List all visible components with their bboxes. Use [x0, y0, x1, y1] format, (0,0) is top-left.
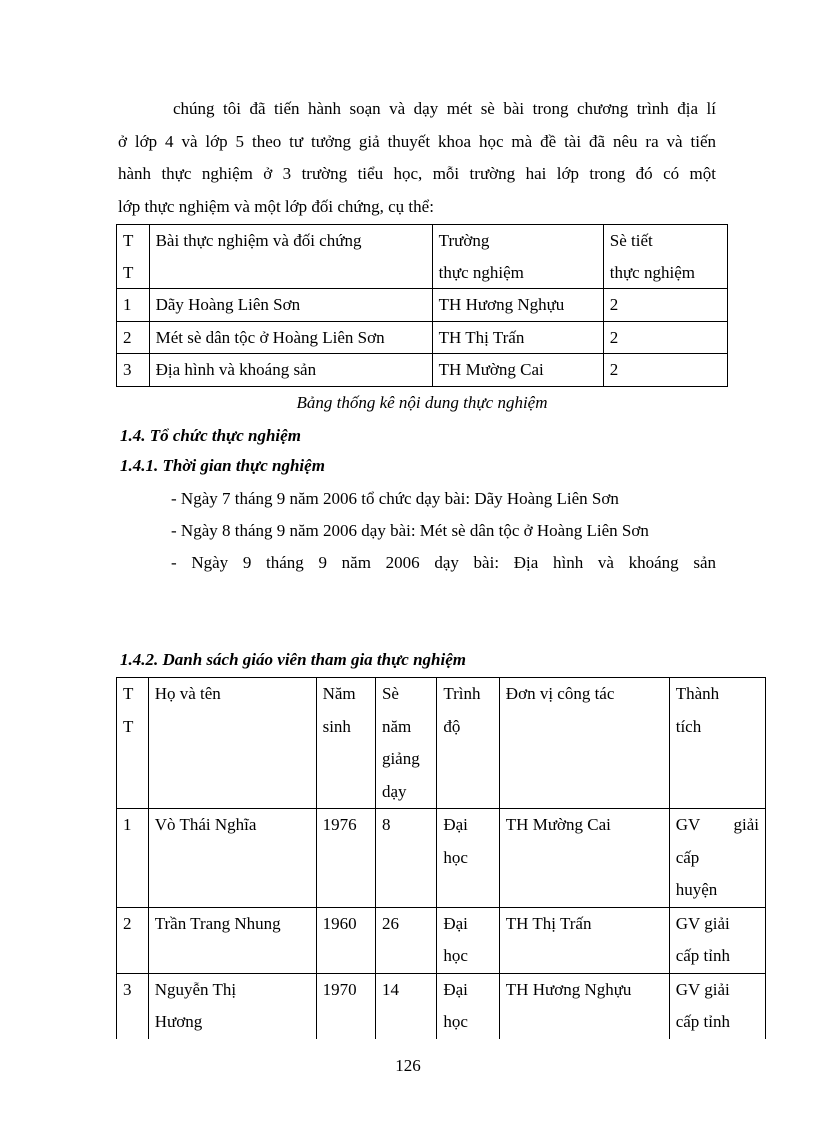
- header-cell-years-teaching: Sè năm giảng dạy: [375, 678, 436, 809]
- header-cell-tt: T T: [117, 225, 150, 289]
- table-row: [117, 321, 728, 354]
- header-cell-workplace: Đơn vị công tác: [499, 678, 669, 809]
- cell-workplace: TH Thị Trấn: [499, 907, 669, 973]
- cell-degree: Đại học: [437, 907, 499, 973]
- table-row: [117, 354, 728, 387]
- table-row: [117, 289, 728, 322]
- intro-paragraph: [118, 93, 716, 223]
- intro-line: lớp thực nghiệm và một lớp đối chứng, cụ thể:: [118, 196, 434, 216]
- header-cell-degree: Trình độ: [437, 678, 499, 809]
- intro-line: ở lớp 4 và lớp 5 theo tư tưởng giả thuyết khoa học mà đề tài đã nêu ra và tiến: [118, 131, 716, 151]
- cell-school: TH Mường Cai: [432, 354, 603, 387]
- cell-birth-year: 1976: [316, 809, 375, 908]
- cell-tt: 1: [117, 809, 149, 908]
- cell-name: Vò Thái Nghĩa: [148, 809, 316, 908]
- cell-achievement: GV giải cấp huyện: [669, 809, 765, 908]
- table-row: [117, 809, 766, 908]
- cell-tt: 1: [117, 289, 150, 322]
- header-cell-achievement: Thành tích: [669, 678, 765, 809]
- section-heading-1-4-1: 1.4.1. Thời gian thực nghiệm: [120, 456, 325, 475]
- cell-years-teaching: 14: [375, 973, 436, 1039]
- cell-birth-year: 1960: [316, 907, 375, 973]
- cell-years-teaching: 8: [375, 809, 436, 908]
- cell-tt: 3: [117, 973, 149, 1039]
- experiment-lessons-table: [116, 224, 728, 387]
- cell-school: TH Thị Trấn: [432, 321, 603, 354]
- cell-achievement: GV giải cấp tỉnh: [669, 973, 765, 1039]
- intro-line: chúng tôi đã tiến hành soạn và dạy mét sè bài trong chương trình địa lí: [173, 99, 716, 118]
- cell-years-teaching: 26: [375, 907, 436, 973]
- cell-degree: Đại học: [437, 973, 499, 1039]
- table-caption: Bảng thống kê nội dung thực nghiệm: [296, 393, 548, 412]
- cell-tt: 2: [117, 907, 149, 973]
- teacher-list-table: [116, 677, 766, 1039]
- page-number: 126: [395, 1056, 421, 1075]
- schedule-item: - Ngày 9 tháng 9 năm 2006 dạy bài: Địa hình và khoáng sản: [171, 553, 716, 572]
- header-cell-periods: Sè tiết thực nghiệm: [603, 225, 727, 289]
- table-header-row: [117, 678, 766, 809]
- cell-tt: 3: [117, 354, 150, 387]
- header-cell-lesson: Bài thực nghiệm và đối chứng: [149, 225, 432, 289]
- header-cell-tt: T T: [117, 678, 149, 809]
- cell-name: Nguyễn Thị Hương: [148, 973, 316, 1039]
- cell-degree: Đại học: [437, 809, 499, 908]
- cell-lesson: Dãy Hoàng Liên Sơn: [149, 289, 432, 322]
- cell-tt: 2: [117, 321, 150, 354]
- section-heading-1-4-2: 1.4.2. Danh sách giáo viên tham gia thực nghiệm: [120, 650, 466, 669]
- cell-workplace: TH Mường Cai: [499, 809, 669, 908]
- cell-lesson: Địa hình và khoáng sản: [149, 354, 432, 387]
- cell-achievement: GV giải cấp tỉnh: [669, 907, 765, 973]
- cell-name: Trần Trang Nhung: [148, 907, 316, 973]
- section-heading-1-4: 1.4. Tổ chức thực nghiệm: [120, 426, 301, 445]
- table-header-row: [117, 225, 728, 289]
- cell-school: TH Hương Nghựu: [432, 289, 603, 322]
- intro-line: hành thực nghiệm ở 3 trường tiểu học, mỗi trường hai lớp trong đó có một: [118, 164, 716, 183]
- header-cell-birth-year: Năm sinh: [316, 678, 375, 809]
- cell-periods: 2: [603, 354, 727, 387]
- header-cell-name: Họ và tên: [148, 678, 316, 809]
- cell-birth-year: 1970: [316, 973, 375, 1039]
- cell-periods: 2: [603, 289, 727, 322]
- table-row: [117, 907, 766, 973]
- schedule-item: - Ngày 7 tháng 9 năm 2006 tổ chức dạy bài: Dãy Hoàng Liên Sơn: [171, 489, 619, 508]
- table-row: [117, 973, 766, 1039]
- cell-lesson: Mét sè dân tộc ở Hoàng Liên Sơn: [149, 321, 432, 354]
- cell-workplace: TH Hương Nghựu: [499, 973, 669, 1039]
- schedule-item: - Ngày 8 tháng 9 năm 2006 dạy bài: Mét sè dân tộc ở Hoàng Liên Sơn: [171, 521, 649, 540]
- header-cell-school: Trường thực nghiệm: [432, 225, 603, 289]
- cell-periods: 2: [603, 321, 727, 354]
